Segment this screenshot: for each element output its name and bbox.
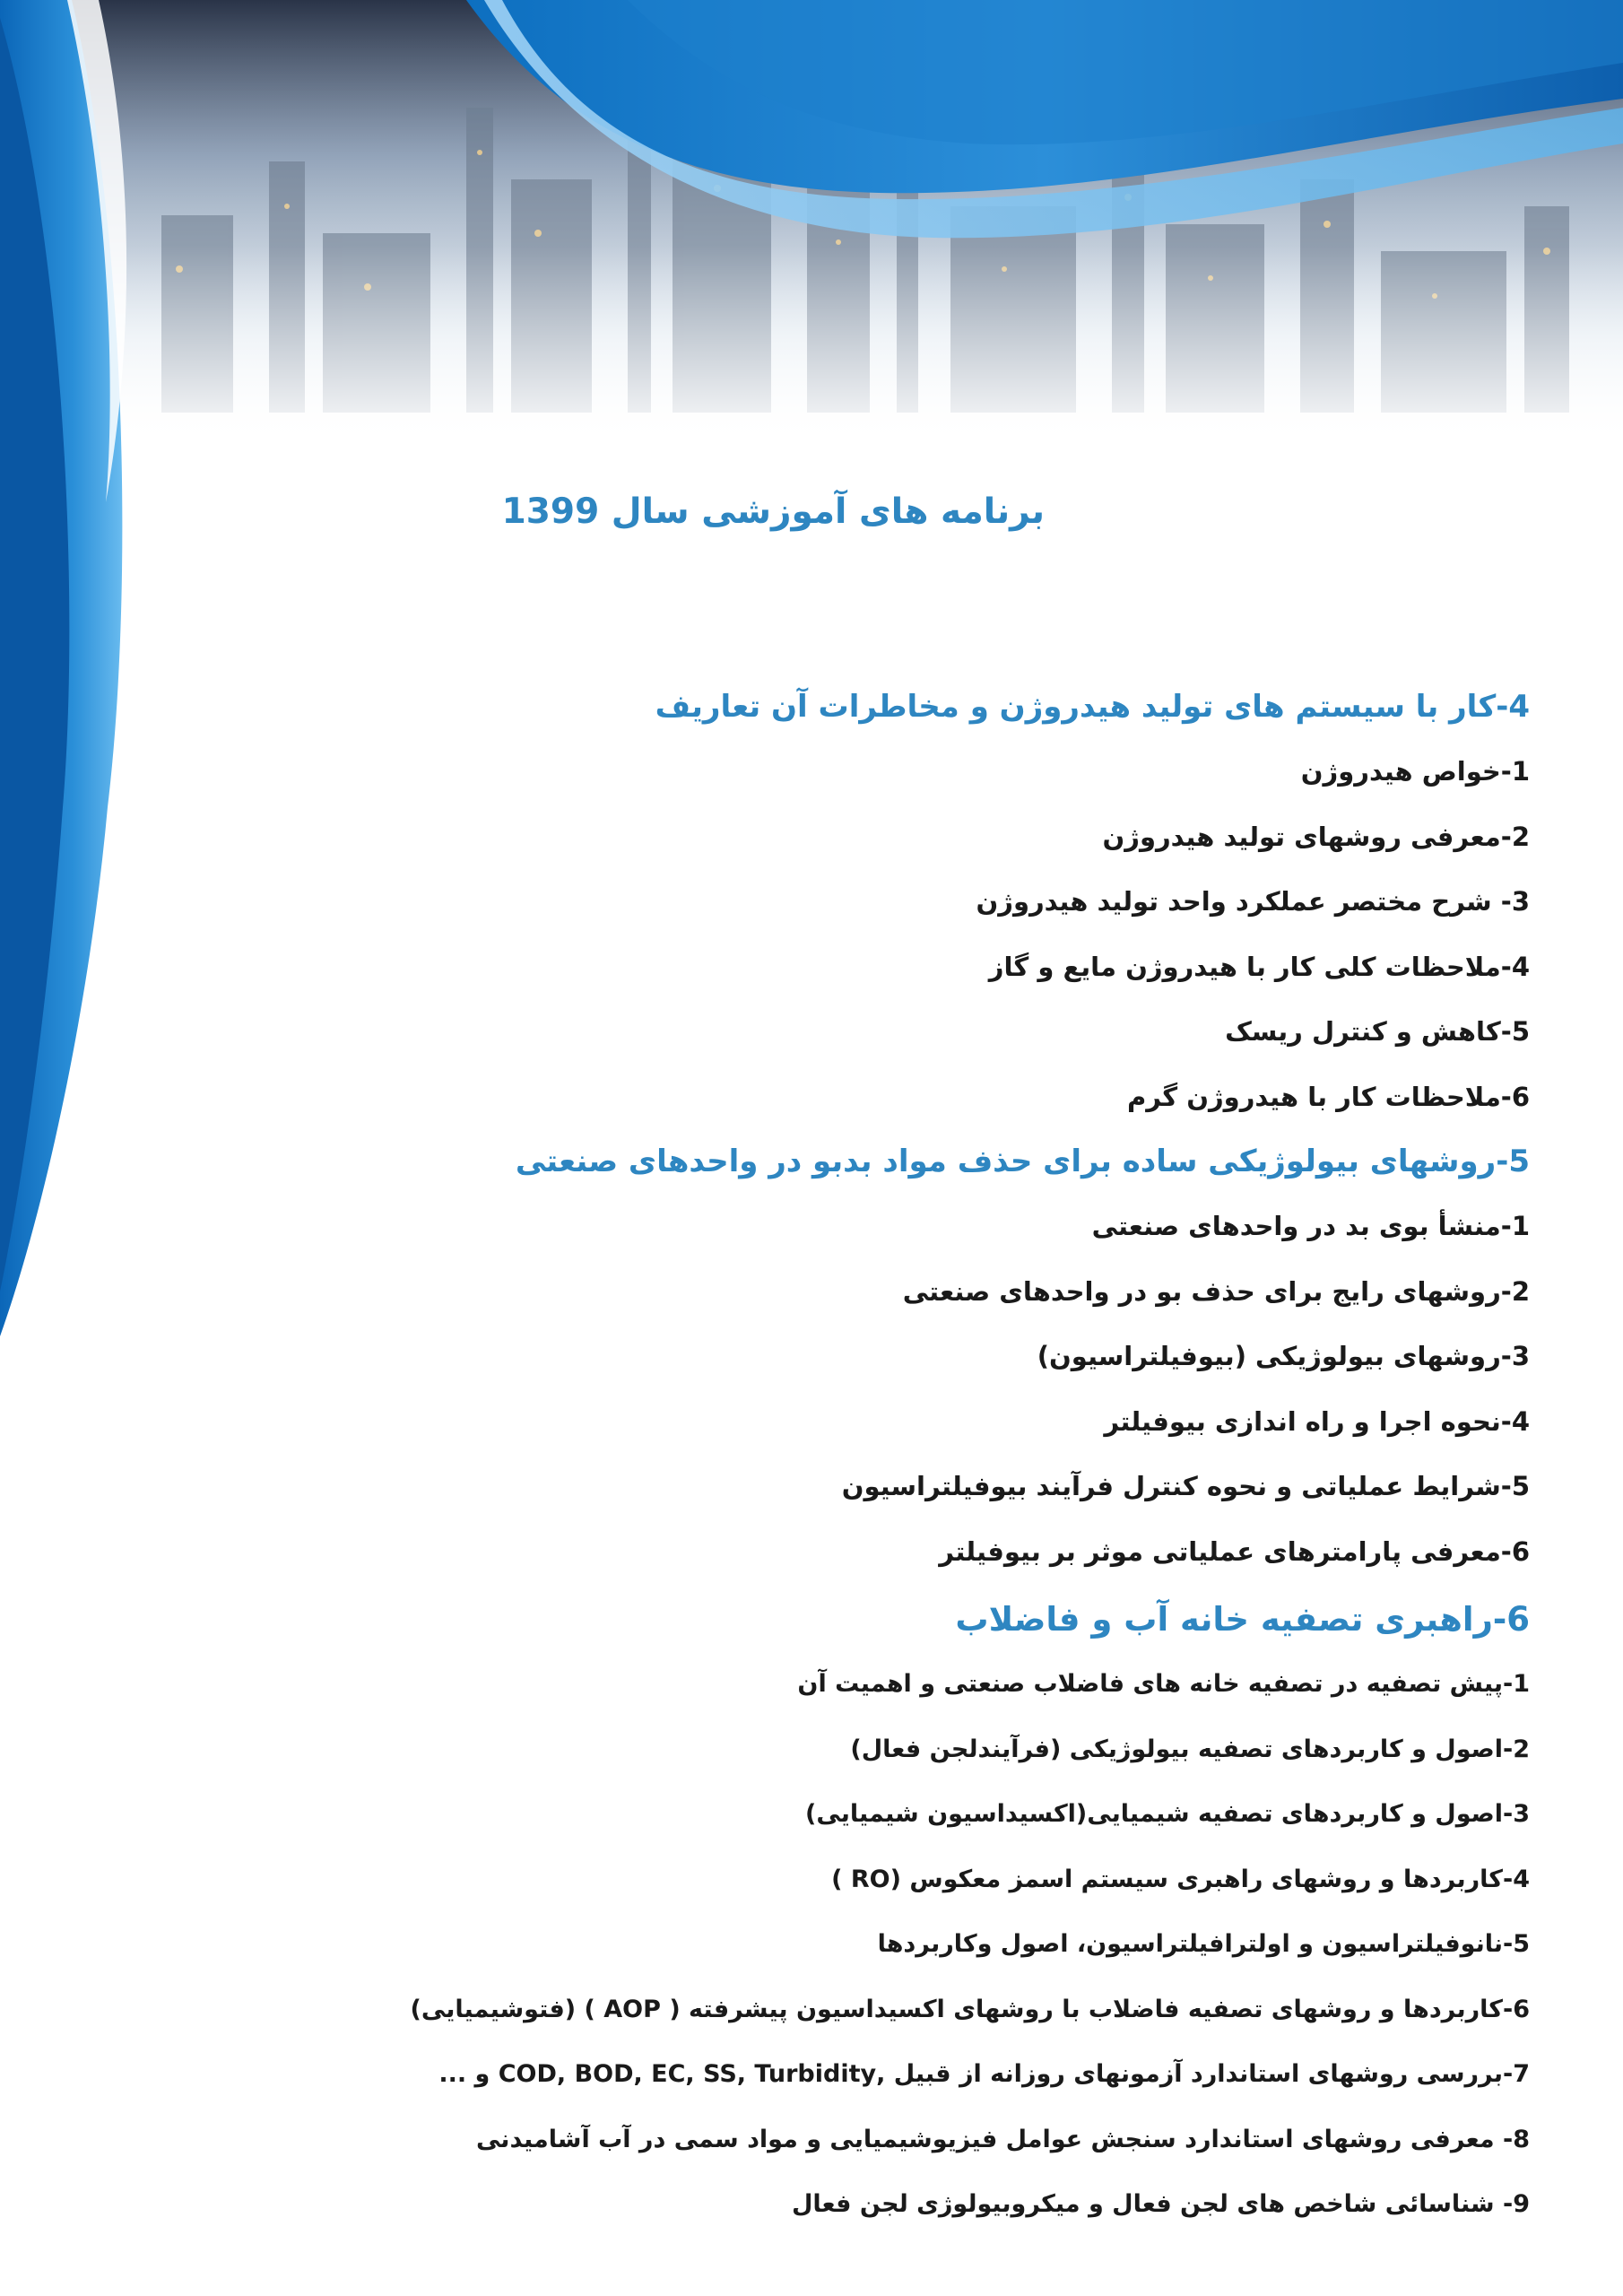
list-item: 9- شناسائی شاخص های لجن فعال و میکروبیولوژی لجن فعال bbox=[791, 2190, 1530, 2218]
list-item: 6-کاربردها و روشهای تصفیه فاضلاب با روشهای اکسیداسیون پیشرفته ( AOP ) (فتوشیمیایی) bbox=[410, 1995, 1530, 2023]
list-item: 4-ملاحظات کلی کار با هیدروژن مایع و گاز bbox=[988, 951, 1530, 982]
list-item: 3-روشهای بیولوژیکی (بیوفیلتراسیون) bbox=[1037, 1341, 1530, 1371]
list-item: 1-خواص هیدروژن bbox=[1300, 756, 1530, 787]
list-item: 8- معرفی روشهای استاندارد سنجش عوامل فیزیوشیمیایی و مواد سمی در آب آشامیدنی bbox=[475, 2125, 1530, 2153]
list-item: 3- شرح مختصر عملکرد واحد تولید هیدروژن bbox=[976, 886, 1530, 917]
list-item: 4-کاربردها و روشهای راهبری سیستم اسمز معکوس (RO ) bbox=[831, 1865, 1530, 1893]
list-item: 6-ملاحظات کار با هیدروژن گرم bbox=[1126, 1081, 1530, 1112]
list-item: 2-روشهای رایج برای حذف بو در واحدهای صنعتی bbox=[902, 1275, 1530, 1307]
list-item: 4-نحوه اجرا و راه اندازی بیوفیلتر bbox=[1104, 1405, 1530, 1437]
section-title: 4-کار با سیستم های تولید هیدروژن و مخاطرات آن تعاریف bbox=[655, 689, 1530, 725]
section-title: 6-راهبری تصفیه خانه آب و فاضلاب bbox=[955, 1600, 1530, 1639]
programs-content bbox=[409, 674, 1530, 2238]
list-item: 7-بررسی روشهای استاندارد آزمونهای روزانه از قبیل ,COD, BOD, EC, SS, Turbidity و ... bbox=[438, 2060, 1530, 2088]
list-item: 3-اصول و کاربردهای تصفیه شیمیایی(اکسیداسیون شیمیایی) bbox=[805, 1800, 1530, 1828]
list-item: 5-شرایط عملیاتی و نحوه کنترل فرآیند بیوفیلتراسیون bbox=[841, 1471, 1530, 1501]
section-title: 5-روشهای بیولوژیکی ساده برای حذف مواد بدبو در واحدهای صنعتی bbox=[515, 1144, 1530, 1179]
list-item: 2-اصول و کاربردهای تصفیه بیولوژیکی (فرآیندلجن فعال) bbox=[850, 1735, 1530, 1763]
section-hydrogen bbox=[409, 674, 1530, 1129]
page-title: برنامه های آموزشی سال 1399 bbox=[501, 491, 1045, 532]
list-item: 1-منشأ بوی بد در واحدهای صنعتی bbox=[1091, 1211, 1530, 1241]
section-wastewater bbox=[409, 1587, 1530, 2238]
list-item: 1-پیش تصفیه در تصفیه خانه های فاضلاب صنعتی و اهمیت آن bbox=[797, 1670, 1530, 1698]
list-item: 6-معرفی پارامترهای عملیاتی موثر بر بیوفیلتر bbox=[939, 1535, 1530, 1567]
list-item: 5-نانوفیلتراسیون و اولترافیلتراسیون، اصول وکاربردها bbox=[877, 1930, 1530, 1958]
section-biofilter bbox=[409, 1129, 1530, 1584]
list-item: 2-معرفی روشهای تولید هیدروژن bbox=[1102, 821, 1530, 852]
list-item: 5-کاهش و کنترل ریسک bbox=[1225, 1016, 1530, 1047]
